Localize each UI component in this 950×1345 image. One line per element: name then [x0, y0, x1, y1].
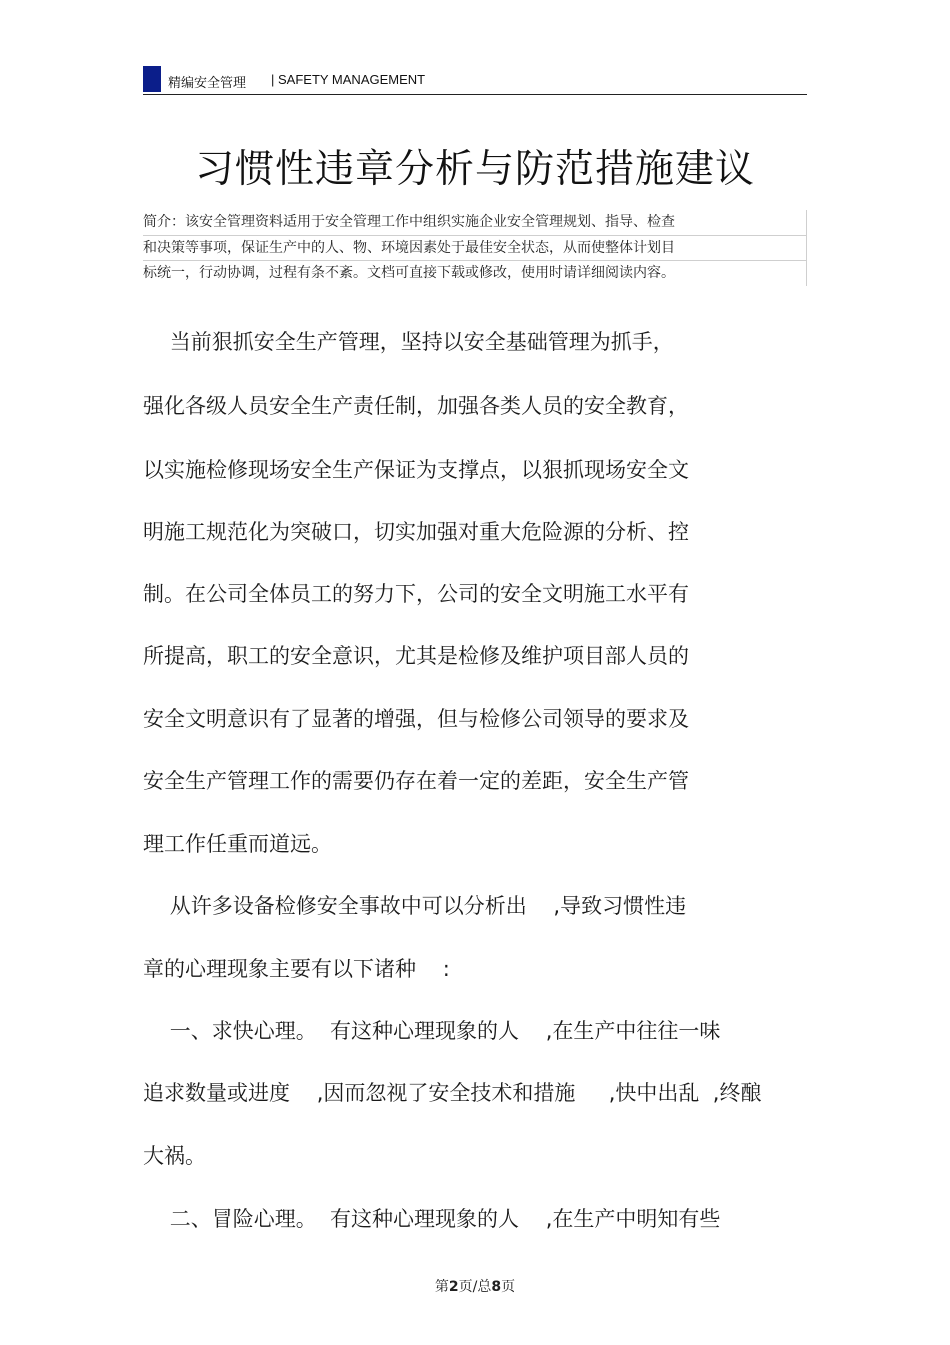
body-line: 从许多设备检修安全事故中可以分析出 ,导致习惯性违: [143, 894, 687, 918]
intro-line: 简介：该安全管理资料适用于安全管理工作中组织实施企业安全管理规划、指导、检查: [143, 210, 807, 236]
body-line: 明施工规范化为突破口，切实加强对重大危险源的分析、控: [143, 520, 689, 544]
body-line: 理工作任重而道远。: [143, 832, 332, 856]
intro-line: 和决策等事项，保证生产中的人、物、环境因素处于最佳安全状态，从而使整体计划目: [143, 236, 807, 262]
footer-suffix: 页: [501, 1279, 516, 1295]
brand-english: | SAFETY MANAGEMENT: [271, 72, 426, 87]
body-line: 大祸。: [143, 1144, 206, 1168]
footer-total-pages: 8: [491, 1279, 502, 1295]
body-line: 追求数量或进度 ,因而忽视了安全技术和措施 ,快中出乱 ,终酿: [143, 1081, 762, 1105]
body-line: 强化各级人员安全生产责任制，加强各类人员的安全教育，: [143, 394, 689, 418]
body-line: 当前狠抓安全生产管理，坚持以安全基础管理为抓手，: [143, 330, 674, 354]
intro-line: 标统一，行动协调，过程有条不紊。文档可直接下载或修改，使用时请详细阅读内容。: [143, 261, 807, 286]
footer-mid: 页/总: [458, 1279, 492, 1295]
body-line: 安全文明意识有了显著的增强，但与检修公司领导的要求及: [143, 707, 689, 731]
body-line: 二、冒险心理。 有这种心理现象的人 ,在生产中明知有些: [143, 1207, 721, 1231]
body-line: 一、求快心理。 有这种心理现象的人 ,在生产中往往一味: [143, 1019, 721, 1043]
document-title: 习惯性违章分析与防范措施建议: [194, 147, 755, 192]
footer-prefix: 第: [434, 1279, 449, 1295]
footer-page-number: 2: [448, 1279, 459, 1295]
page-header: [143, 66, 807, 96]
body-line: 安全生产管理工作的需要仍存在着一定的差距，安全生产管: [143, 769, 689, 793]
body-line: 所提高，职工的安全意识，尤其是检修及维护项目部人员的: [143, 644, 689, 668]
intro-box: [143, 210, 807, 286]
body-line: 章的心理现象主要有以下诸种 :: [143, 957, 450, 981]
body-line: 以实施检修现场安全生产保证为支撑点，以狠抓现场安全文: [143, 458, 689, 482]
header-divider: [143, 94, 807, 95]
brand-name: 精编安全管理: [168, 76, 247, 91]
page-footer: [0, 1276, 950, 1296]
logo-icon: [143, 66, 161, 92]
body-line: 制。在公司全体员工的努力下，公司的安全文明施工水平有: [143, 582, 689, 606]
